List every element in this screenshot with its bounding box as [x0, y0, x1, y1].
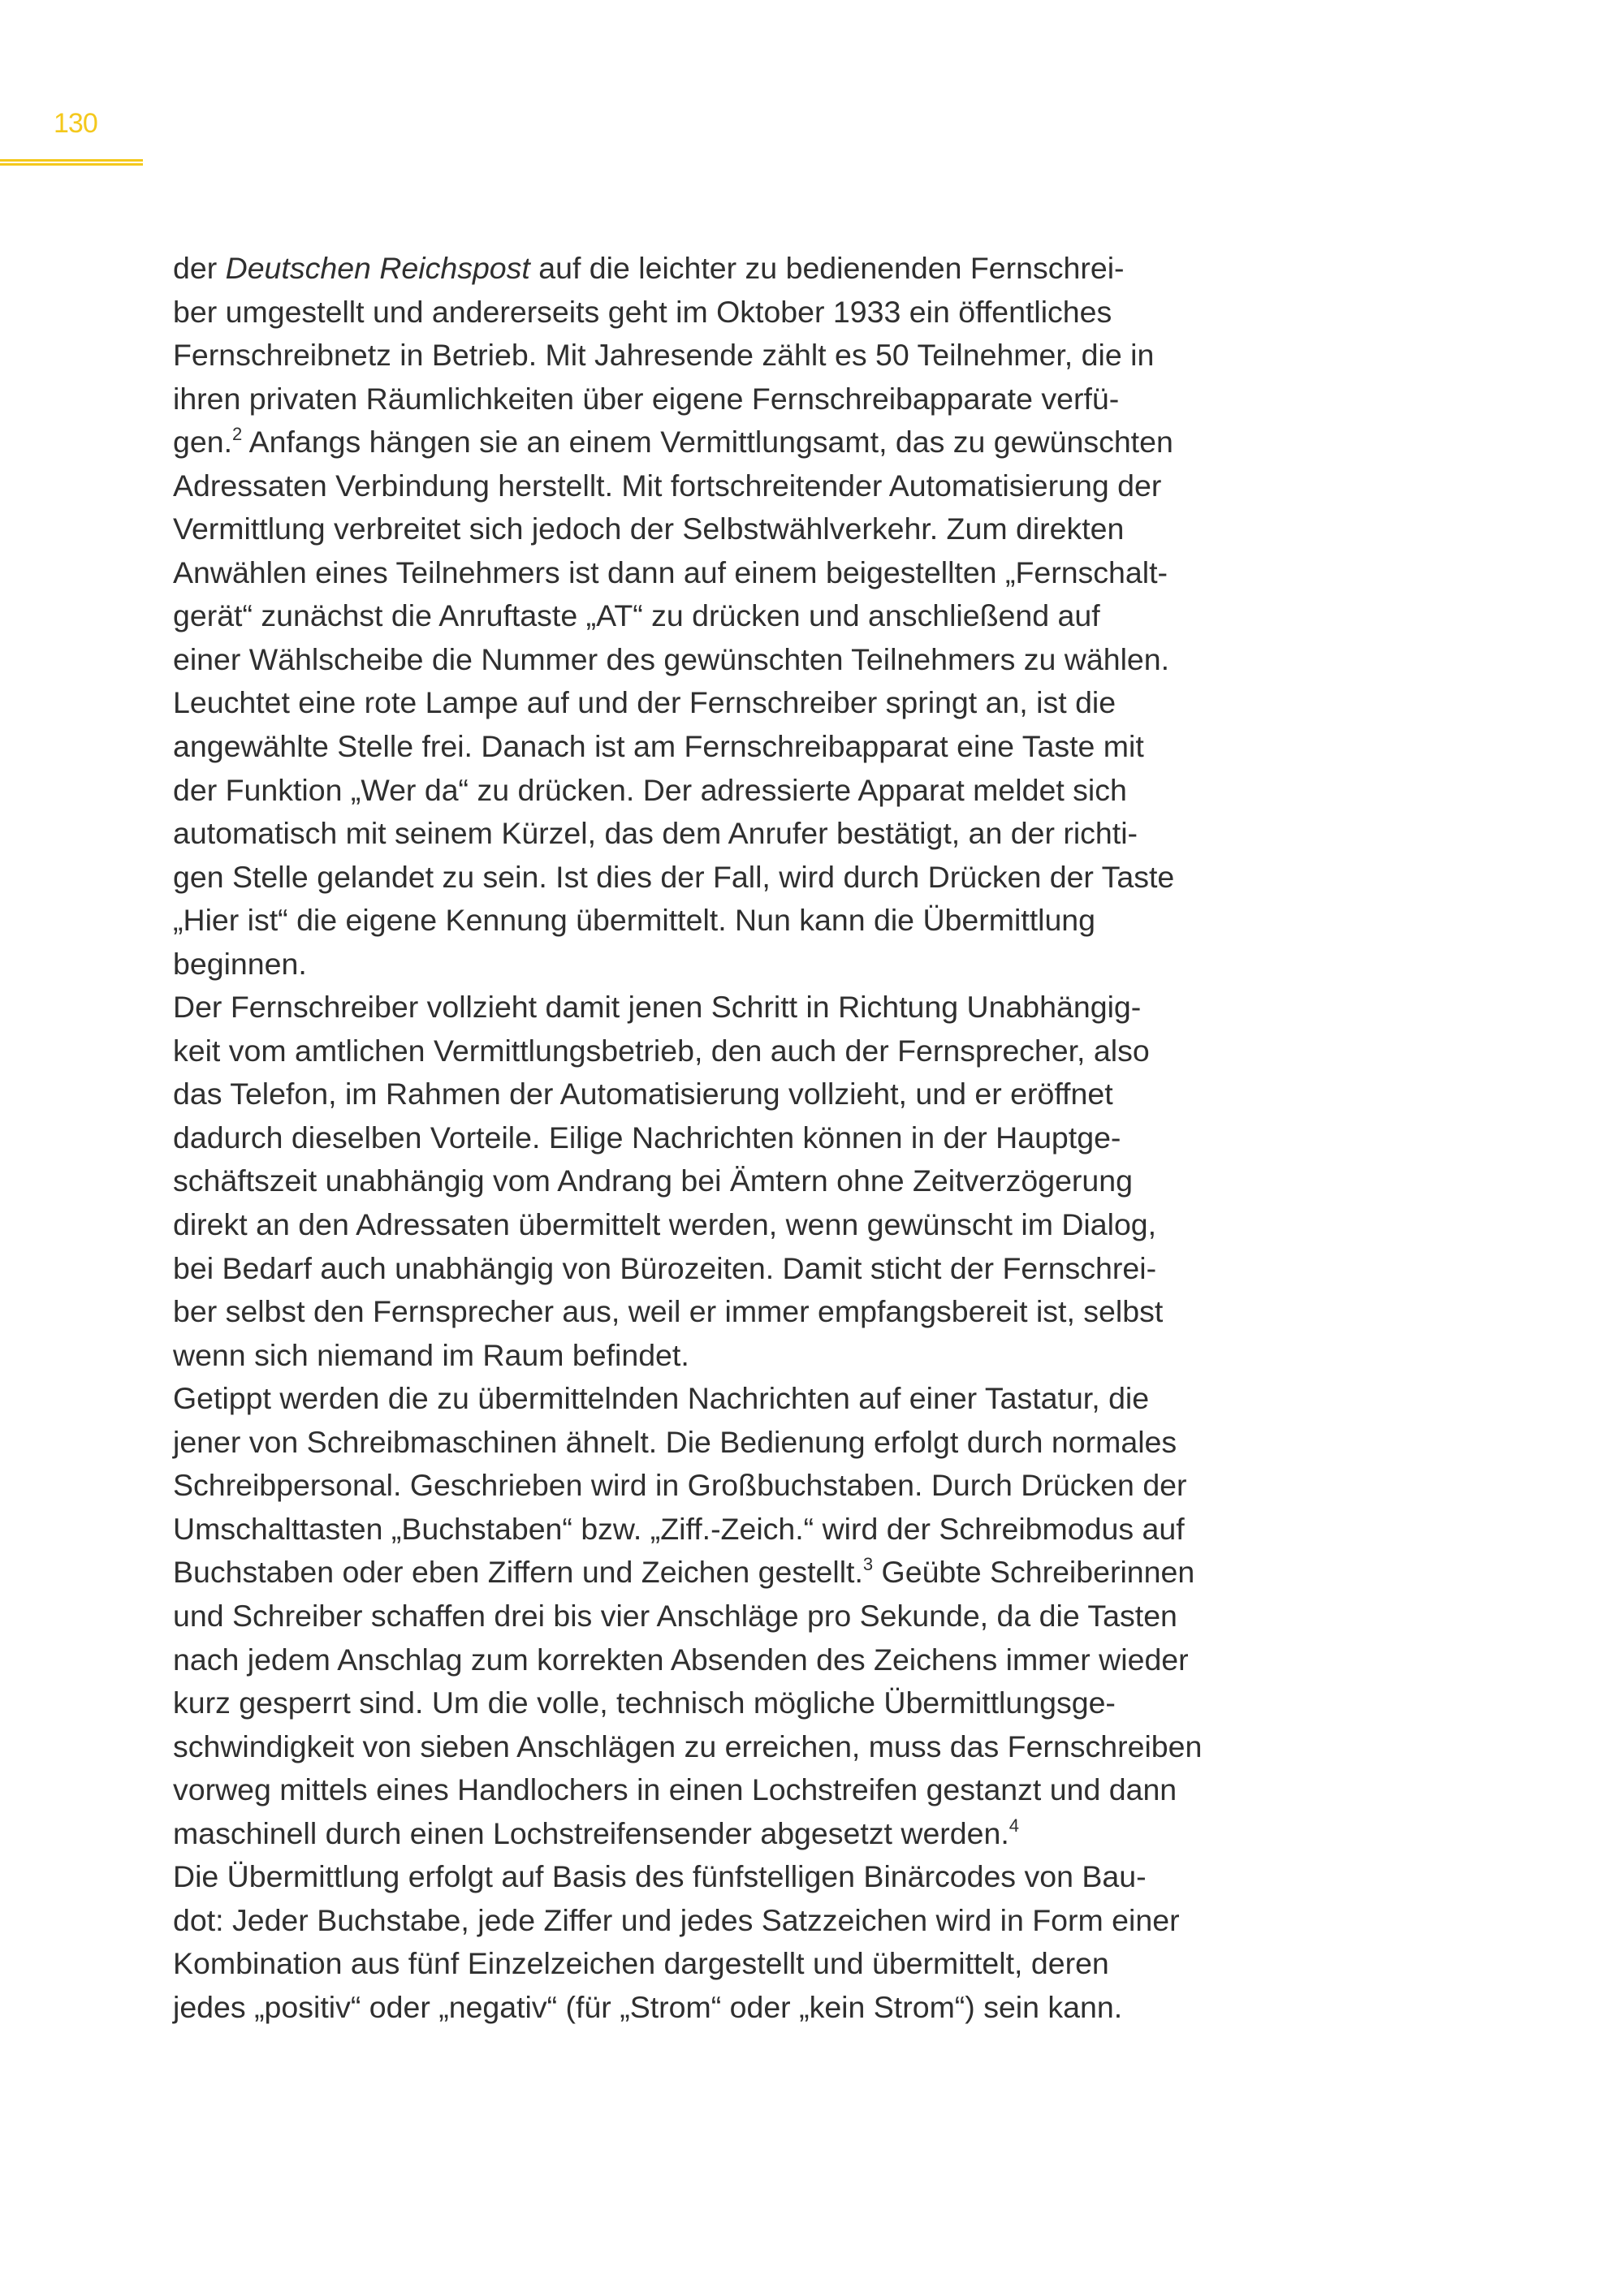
text-segment: Die Übermittlung erfolgt auf Basis des fünfstelligen Binärcodes von Bau- [173, 1859, 1147, 1894]
text-line [173, 638, 1310, 682]
text-segment: Buchstaben oder eben Ziffern und Zeichen gestellt. [173, 1555, 863, 1590]
text-segment: bei Bedarf auch unabhängig von Bürozeiten. Damit sticht der Fernschrei- [173, 1250, 1157, 1285]
text-segment: Getippt werden die zu übermittelnden Nachrichten auf einer Tastatur, die [173, 1381, 1150, 1416]
text-line [173, 247, 1310, 291]
text-segment: dadurch dieselben Vorteile. Eilige Nachrichten können in der Hauptge- [173, 1120, 1121, 1155]
text-segment: „Hier ist“ die eigene Kennung übermittelt. Nun kann die Übermittlung [173, 903, 1096, 938]
text-line [173, 1942, 1310, 1986]
text-segment: auf die leichter zu bedienenden Fernschrei- [529, 251, 1125, 285]
header-double-rule [0, 159, 143, 166]
italic-text: Deutschen Reichspost [225, 251, 530, 285]
text-segment: Der Fernschreiber vollzieht damit jenen Schritt in Richtung Unabhängig- [173, 990, 1142, 1025]
text-segment: Umschalttasten „Buchstaben“ bzw. „Ziff.-Zeich.“ wird der Schreibmodus auf [173, 1511, 1185, 1546]
text-segment: jedes „positiv“ oder „negativ“ (für „Strom“ oder „kein Strom“) sein kann. [173, 1989, 1123, 2024]
page-number: 130 [54, 108, 97, 139]
text-segment: dot: Jeder Buchstabe, jede Ziffer und jedes Satzzeichen wird in Form einer [173, 1902, 1180, 1937]
text-line [173, 1681, 1310, 1725]
text-segment: maschinell durch einen Lochstreifensender abgesetzt werden. [173, 1815, 1009, 1850]
text-line [173, 551, 1310, 595]
text-segment: schäftszeit unabhängig vom Andrang bei Ämtern ohne Zeitverzögerung [173, 1163, 1133, 1198]
text-segment: Schreibpersonal. Geschrieben wird in Großbuchstaben. Durch Drücken der [173, 1468, 1187, 1503]
text-line [173, 1725, 1310, 1769]
text-segment: ber umgestellt und andererseits geht im Oktober 1933 ein öffentliches [173, 294, 1112, 329]
text-segment: schwindigkeit von sieben Anschlägen zu erreichen, muss das Fernschreiben [173, 1729, 1203, 1763]
text-line [173, 1334, 1310, 1378]
text-line [173, 334, 1310, 378]
text-segment: angewählte Stelle frei. Danach ist am Fernschreibapparat eine Taste mit [173, 729, 1144, 764]
text-segment: Anfangs hängen sie an einem Vermittlungsamt, das zu gewünschten [242, 425, 1173, 460]
text-line [173, 1116, 1310, 1160]
text-segment: kurz gesperrt sind. Um die volle, technisch mögliche Übermittlungsge- [173, 1686, 1116, 1720]
text-line [173, 769, 1310, 813]
footnote-marker: 4 [1009, 1815, 1020, 1836]
text-segment: Geübte Schreiberinnen [873, 1555, 1195, 1590]
text-segment: und Schreiber schaffen drei bis vier Anschläge pro Sekunde, da die Tasten [173, 1598, 1177, 1633]
text-line [173, 594, 1310, 638]
text-line [173, 1899, 1310, 1943]
text-line [173, 421, 1310, 464]
text-line [173, 1377, 1310, 1421]
text-segment: vorweg mittels eines Handlochers in einen Lochstreifen gestanzt und dann [173, 1772, 1177, 1807]
text-segment: gerät“ zunächst die Anruftaste „AT“ zu drücken und anschließend auf [173, 598, 1100, 633]
text-line [173, 1986, 1310, 2030]
text-segment: das Telefon, im Rahmen der Automatisierung vollzieht, und er eröffnet [173, 1077, 1113, 1111]
text-segment: direkt an den Adressaten übermittelt werden, wenn gewünscht im Dialog, [173, 1207, 1157, 1242]
text-segment: gen. [173, 425, 232, 460]
text-line [173, 1203, 1310, 1247]
text-line [173, 986, 1310, 1029]
text-line [173, 725, 1310, 769]
text-segment: Kombination aus fünf Einzelzeichen dargestellt und übermittelt, deren [173, 1946, 1109, 1981]
text-segment: Vermittlung verbreitet sich jedoch der Selbstwählverkehr. Zum direkten [173, 511, 1125, 546]
text-line [173, 1073, 1310, 1116]
text-line [173, 812, 1310, 856]
text-line [173, 1290, 1310, 1334]
text-line [173, 291, 1310, 335]
text-segment: der [173, 251, 226, 285]
text-line [173, 1464, 1310, 1508]
text-segment: beginnen. [173, 946, 307, 981]
text-line [173, 507, 1310, 551]
text-segment: Leuchtet eine rote Lampe auf und der Fernschreiber springt an, ist die [173, 685, 1116, 720]
text-line [173, 1247, 1310, 1291]
text-line [173, 464, 1310, 508]
text-segment: wenn sich niemand im Raum befindet. [173, 1337, 689, 1372]
text-line [173, 943, 1310, 986]
text-line [173, 1508, 1310, 1552]
text-segment: Fernschreibnetz in Betrieb. Mit Jahresende zählt es 50 Teilnehmer, die in [173, 338, 1155, 373]
text-line [173, 681, 1310, 725]
footnote-marker: 3 [862, 1554, 874, 1575]
text-segment: ihren privaten Räumlichkeiten über eigene Fernschreibapparate verfü- [173, 381, 1120, 416]
text-line [173, 899, 1310, 943]
text-segment: Anwählen eines Teilnehmers ist dann auf einem beigestellten „Fernschalt- [173, 555, 1168, 589]
text-line [173, 1551, 1310, 1595]
text-segment: Adressaten Verbindung herstellt. Mit fortschreitender Automatisierung der [173, 468, 1162, 503]
text-segment: jener von Schreibmaschinen ähnelt. Die Bedienung erfolgt durch normales [173, 1424, 1177, 1459]
footnote-marker: 2 [232, 424, 243, 445]
text-segment: ber selbst den Fernsprecher aus, weil er immer empfangsbereit ist, selbst [173, 1294, 1164, 1329]
text-segment: der Funktion „Wer da“ zu drücken. Der adressierte Apparat meldet sich [173, 772, 1127, 807]
text-segment: nach jedem Anschlag zum korrekten Absenden des Zeichens immer wieder [173, 1642, 1189, 1677]
text-line [173, 1768, 1310, 1812]
text-line [173, 1159, 1310, 1203]
text-line [173, 1855, 1310, 1899]
text-line [173, 378, 1310, 421]
text-line [173, 1421, 1310, 1465]
text-segment: einer Wählscheibe die Nummer des gewünschten Teilnehmers zu wählen. [173, 641, 1170, 676]
text-line [173, 1595, 1310, 1638]
body-text [173, 247, 1310, 2029]
text-line [173, 856, 1310, 900]
text-line [173, 1638, 1310, 1682]
text-segment: automatisch mit seinem Kürzel, das dem Anrufer bestätigt, an der richti- [173, 816, 1138, 851]
text-line [173, 1029, 1310, 1073]
text-segment: gen Stelle gelandet zu sein. Ist dies der Fall, wird durch Drücken der Taste [173, 859, 1175, 894]
text-line [173, 1812, 1310, 1856]
text-segment: keit vom amtlichen Vermittlungsbetrieb, den auch der Fernsprecher, also [173, 1033, 1150, 1068]
